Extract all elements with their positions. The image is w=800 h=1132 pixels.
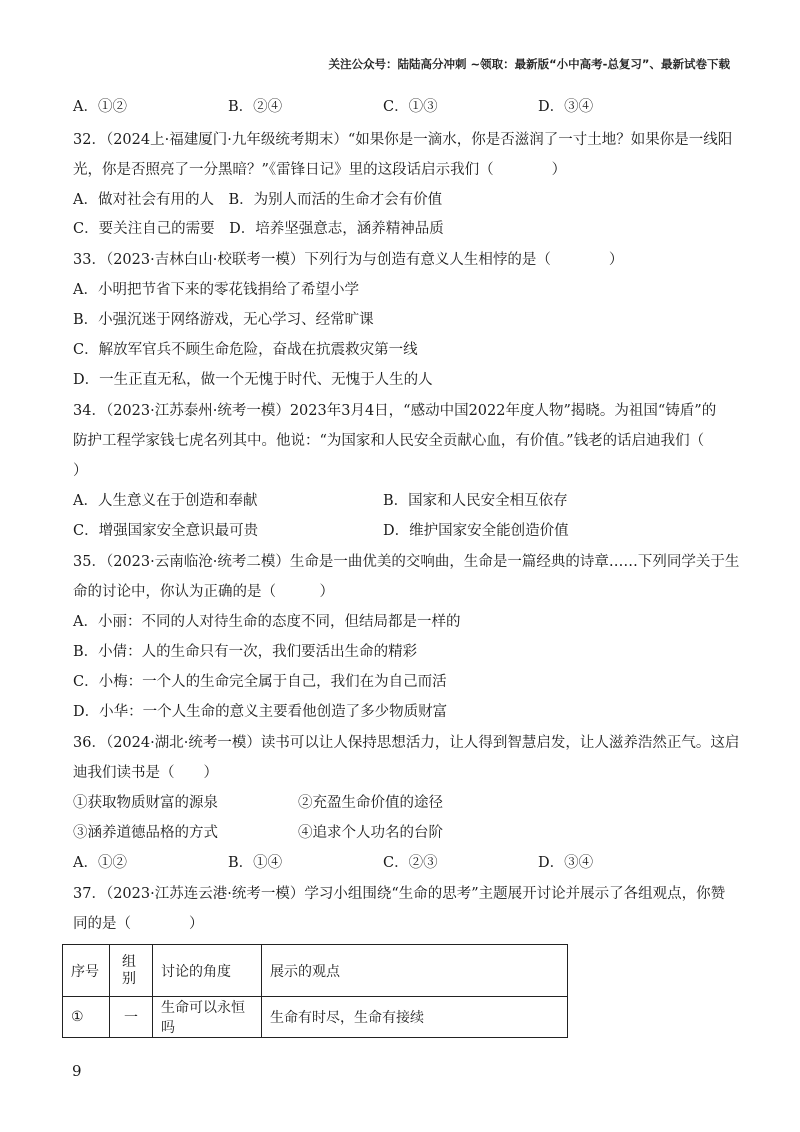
q32-stem-line-1: 32．（2024上·福建厦门·九年级统考期末）“如果你是一滴水，你是否滋润了一寸土地？如果你是一线阳 [73,132,733,148]
q35-stem-line-2: 命的讨论中，你认为正确的是（ ） [73,584,334,600]
q37-table [62,944,568,1038]
q35-option-c: C．小梅：一个人的生命完全属于自己，我们在为自己而活 [73,674,447,690]
table-cell: 生命有时尽，生命有接续 [262,997,568,1038]
q35-option-d: D．小华：一个人生命的意义主要看他创造了多少物质财富 [73,704,448,720]
q35-option-b: B．小倩：人的生命只有一次，我们要活出生命的精彩 [73,644,418,660]
table-cell: ① [63,997,110,1038]
q32-options-line-1: A．做对社会有用的人 B．为别人而活的生命才会有价值 [73,192,443,208]
q35-option-a: A．小丽：不同的人对待生命的态度不同，但结局都是一样的 [73,614,461,630]
table-row [63,997,568,1038]
q32-options-line-2: C．要关注自己的需要 D．培养坚强意志，涵养精神品质 [73,221,444,237]
q34-option-d: D．维护国家安全能创造价值 [383,523,569,539]
q36-option-c: C．②③ [383,855,438,871]
q35-stem-line-1: 35．（2023·云南临沧·统考二模）生命是一曲优美的交响曲，生命是一篇经典的诗章……下列同学关于生 [73,554,740,570]
q36-option-b: B．①④ [228,855,283,871]
q34-stem-line-2: 防护工程学家钱七虎名列其中。他说：“为国家和人民安全贡献心血，有价值。”钱老的话启迪我们（ [73,433,705,449]
page-number: 9 [72,1062,82,1080]
table-header-cell: 组别 [110,945,153,997]
q31-option-b: B．②④ [228,99,283,115]
q36-option-a: A．①② [73,855,127,871]
q36-option-d: D．③④ [538,855,594,871]
q36-item-2: ②充盈生命价值的途径 [298,795,443,811]
q33-option-d: D．一生正直无私，做一个无愧于时代、无愧于人生的人 [73,372,433,388]
q34-option-c: C．增强国家安全意识最可贵 [73,523,259,539]
q37-stem-line-2: 同的是（ ） [73,916,204,932]
q36-item-3: ③涵养道德品格的方式 [73,825,218,841]
q32-stem-line-2: 光，你是否照亮了一分黑暗？”《雷锋日记》里的这段话启示我们（ ） [73,162,567,178]
q34-stem-line-3: ） [73,463,88,479]
table-cell: 生命可以永恒吗 [153,997,262,1038]
table-header-cell: 展示的观点 [262,945,568,997]
q31-option-a: A．①② [73,99,127,115]
q36-stem-line-2: 迪我们读书是（ ） [73,765,218,781]
q36-item-1: ①获取物质财富的源泉 [73,795,218,811]
q31-option-c: C．①③ [383,99,438,115]
q33-option-b: B．小强沉迷于网络游戏，无心学习、经常旷课 [73,312,374,328]
page-header: 关注公众号：陆陆高分冲刺 ~领取：最新版“小中高考-总复习”、最新试卷下载 [328,57,730,71]
table-cell: 一 [110,997,153,1038]
q36-item-4: ④追求个人功名的台阶 [298,825,443,841]
q34-stem-line-1: 34．（2023·江苏泰州·统考一模）2023年3月4日，“感动中国2022年度人物”揭晓。为祖国“铸盾”的 [73,403,717,419]
q33-option-a: A．小明把节省下来的零花钱捐给了希望小学 [73,282,359,298]
table-header-row [63,945,568,997]
table-header-cell: 讨论的角度 [153,945,262,997]
q34-option-a: A．人生意义在于创造和奉献 [73,493,258,509]
q33-stem: 33．（2023·吉林白山·校联考一模）下列行为与创造有意义人生相悖的是（ ） [73,252,624,268]
q36-stem-line-1: 36．（2024·湖北·统考一模）读书可以让人保持思想活力，让人得到智慧启发，让人滋养浩然正气。这启 [73,735,740,751]
q34-option-b: B．国家和人民安全相互依存 [383,493,568,509]
q37-stem-line-1: 37．（2023·江苏连云港·统考一模）学习小组围绕“生命的思考”主题展开讨论并展示了各组观点，你赞 [73,886,726,902]
q33-option-c: C．解放军官兵不顾生命危险，奋战在抗震救灾第一线 [73,342,418,358]
q31-option-d: D．③④ [538,99,594,115]
table-header-cell: 序号 [63,945,110,997]
